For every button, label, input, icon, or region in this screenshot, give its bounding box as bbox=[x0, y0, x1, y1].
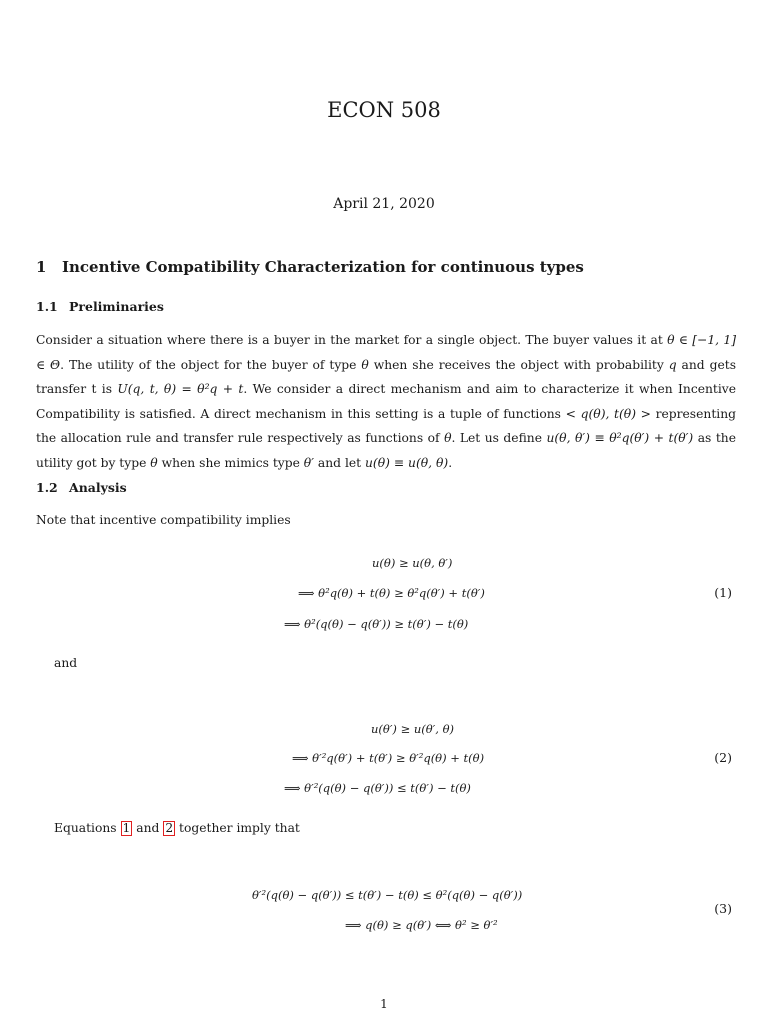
preliminaries-paragraph bbox=[36, 328, 736, 475]
subsection-title: Analysis bbox=[69, 480, 127, 495]
math-inline: U(q, t, θ) = θ²q + t bbox=[117, 382, 244, 396]
text-run: . Let us define bbox=[451, 431, 547, 445]
text-run: and gets transfer t is bbox=[36, 357, 737, 396]
equation-expression: q(θ) ≥ q(θ′) bbox=[365, 918, 432, 932]
page-number: 1 bbox=[380, 997, 388, 1011]
document-date: April 21, 2020 bbox=[333, 196, 435, 212]
subsection-number: 1.1 bbox=[36, 299, 58, 314]
equation-line bbox=[284, 617, 468, 631]
text-run: together imply that bbox=[175, 821, 300, 835]
text-run: Consider a situation where there is a buyer in the market for a single object. The buyer values it at bbox=[36, 333, 668, 347]
subsection-number: 1.2 bbox=[36, 480, 58, 495]
text-run: . bbox=[448, 455, 453, 470]
text-run: when she receives the object with probability bbox=[368, 357, 669, 372]
section-title: Incentive Compatibility Characterization for continuous types bbox=[62, 258, 584, 276]
text-run: representing the allocation rule and transfer rule respectively as functions of bbox=[36, 406, 736, 445]
math-inline: u(θ, θ′) ≡ θ²q(θ′) + t(θ′) bbox=[546, 431, 694, 445]
section-heading bbox=[36, 258, 584, 276]
equation-expression: θ′²(q(θ) − q(θ′)) ≤ t(θ′) − t(θ) bbox=[304, 781, 471, 795]
implies-symbol: ⟹ bbox=[284, 781, 301, 795]
equation-expression: θ²(q(θ) − q(θ′)) ≥ t(θ′) − t(θ) bbox=[304, 617, 469, 631]
text-run: and bbox=[132, 821, 164, 835]
text-run: and let bbox=[314, 455, 366, 470]
text-run: . We consider a direct mechanism and aim to characterize it when Incentive Compatibility is satisfied. A direct mechanism in this setting is a tuple of functions bbox=[36, 382, 737, 421]
math-inline: θ ∈ [−1, 1] ∈ Θ bbox=[36, 333, 736, 372]
subsection-heading-analysis bbox=[36, 480, 127, 495]
math-inline: u(θ) ≡ u(θ, θ) bbox=[365, 455, 449, 470]
text-run: as the utility got by type bbox=[36, 431, 736, 470]
and-text: and bbox=[54, 656, 78, 670]
math-inline: θ bbox=[361, 357, 369, 372]
subsection-title: Preliminaries bbox=[69, 299, 164, 314]
equation-number: (1) bbox=[714, 585, 732, 600]
equation-ref-link[interactable]: 1 bbox=[122, 821, 131, 835]
equation-line bbox=[298, 586, 485, 600]
equation-line: θ′²(q(θ) − q(θ′)) ≤ t(θ′) − t(θ) ≤ θ²(q(θ) − q(θ′)) bbox=[252, 888, 523, 902]
section-number: 1 bbox=[36, 258, 47, 276]
text-run: when she mimics type bbox=[157, 455, 304, 470]
document-title: ECON 508 bbox=[327, 98, 441, 122]
math-inline: q bbox=[668, 357, 677, 372]
equation-line: u(θ′) ≥ u(θ′, θ) bbox=[371, 722, 455, 736]
equation-line bbox=[284, 781, 471, 795]
implies-symbol: ⟹ bbox=[284, 617, 301, 631]
text-run: . The utility of the object for the buyer of type bbox=[60, 357, 362, 372]
iff-symbol: ⟺ bbox=[434, 918, 452, 932]
equation-line bbox=[345, 918, 498, 932]
math-inline: < q(θ), t(θ) > bbox=[565, 406, 651, 421]
analysis-intro: Note that incentive compatibility implies bbox=[36, 513, 291, 527]
equation-ref-link[interactable]: 2 bbox=[165, 821, 174, 835]
math-inline: θ bbox=[444, 431, 452, 445]
equation-line: u(θ) ≥ u(θ, θ′) bbox=[372, 556, 453, 570]
math-inline: θ bbox=[150, 455, 158, 470]
equation-expression: θ′²q(θ′) + t(θ′) ≥ θ′²q(θ) + t(θ) bbox=[312, 751, 485, 765]
together-paragraph bbox=[54, 821, 300, 836]
equation-line bbox=[292, 751, 484, 765]
implies-symbol: ⟹ bbox=[345, 918, 362, 932]
equation-number: (2) bbox=[714, 750, 732, 765]
math-inline: θ′ bbox=[303, 455, 314, 470]
implies-symbol: ⟹ bbox=[292, 751, 309, 765]
equation-expression: θ²q(θ) + t(θ) ≥ θ²q(θ′) + t(θ′) bbox=[318, 586, 485, 600]
equation-number: (3) bbox=[714, 901, 732, 916]
equation-expression: θ² ≥ θ′² bbox=[455, 918, 498, 932]
text-run: Equations bbox=[54, 821, 121, 835]
subsection-heading-preliminaries bbox=[36, 299, 164, 314]
implies-symbol: ⟹ bbox=[298, 586, 315, 600]
